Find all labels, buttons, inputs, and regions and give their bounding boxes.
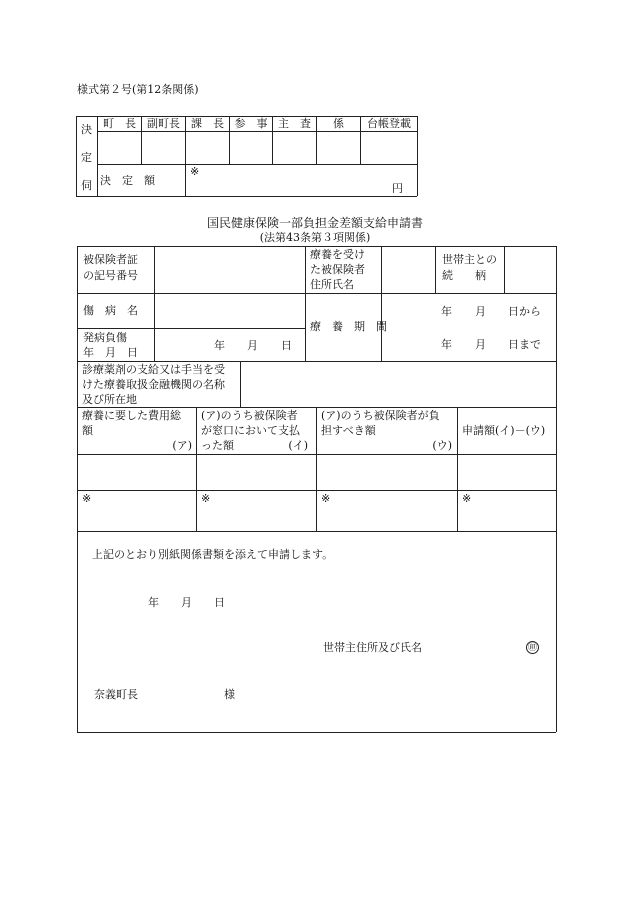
to-year: 年 [441,338,452,351]
office-mark-4: ※ [462,492,472,505]
header-section-chief: 課 長 [191,117,224,130]
from-day: 日から [508,305,541,318]
application-month: 月 [181,596,192,609]
office-mark-3: ※ [321,492,331,505]
insured-card-label: 被保険者証 の記号番号 [83,253,138,282]
honorific: 様 [224,688,235,701]
amount-header-claim: 申請額(イ)－(ウ) [462,424,546,437]
header-ledger: 台帳登載 [367,117,411,130]
approval-side-label-1: 決 [81,123,92,136]
treatment-period-label: 療 養 期 間 [310,320,387,333]
header-mayor: 町 長 [103,117,136,130]
approval-side-label-2: 定 [81,151,92,164]
declaration-text: 上記のとおり別紙関係書類を添えて申請します。 [92,548,334,561]
header-deputy-mayor: 副町長 [147,117,180,130]
onset-year: 年 [214,339,225,352]
seal-icon: ㊞ [527,643,537,653]
amount-header-paid: (ア)のうち被保険者 が窓口において支払 った額 (イ) [201,409,308,452]
office-mark-1: ※ [82,492,92,505]
institution-label: 診療薬剤の支給又は手当を受 けた療養取扱金融機関の名称 及び所在地 [82,363,225,406]
onset-label: 発病負傷 年 月 日 [83,331,138,359]
relation-label: 世帯主との 続 柄 [442,253,497,282]
to-month: 月 [475,338,486,351]
approval-side-label-3: 伺 [81,179,92,192]
disease-label: 傷 病 名 [83,304,138,317]
from-year: 年 [441,305,452,318]
application-day: 日 [214,596,225,609]
decision-amount-label: 決 定 額 [100,174,155,187]
header-inspector: 主 査 [278,117,311,130]
addressee: 奈義町長 [94,688,138,701]
onset-month: 月 [247,339,258,352]
application-year: 年 [148,596,159,609]
form-number: 様式第２号(第12条関係) [77,83,199,96]
amount-header-total: 療養に要した費用総 額 (ア) [82,409,192,452]
from-month: 月 [475,305,486,318]
office-mark-2: ※ [201,492,211,505]
page-subtitle: (法第43条第３項関係) [259,231,371,244]
page-title: 国民健康保険一部負担金差額支給申請書 [206,216,423,230]
amount-header-burden: (ア)のうち被保険者が負 担すべき額 (ウ) [321,409,452,452]
onset-day: 日 [281,339,292,352]
header-staff: 係 [333,117,344,130]
to-day: 日まで [508,338,541,351]
header-councillor: 参 事 [234,117,268,130]
decision-amount-mark: ※ [190,165,200,178]
treated-insured-label: 療養を受け た被保険者 住所氏名 [310,248,365,291]
decision-amount-yen: 円 [392,182,403,195]
householder-label: 世帯主住所及び氏名 [323,641,422,654]
